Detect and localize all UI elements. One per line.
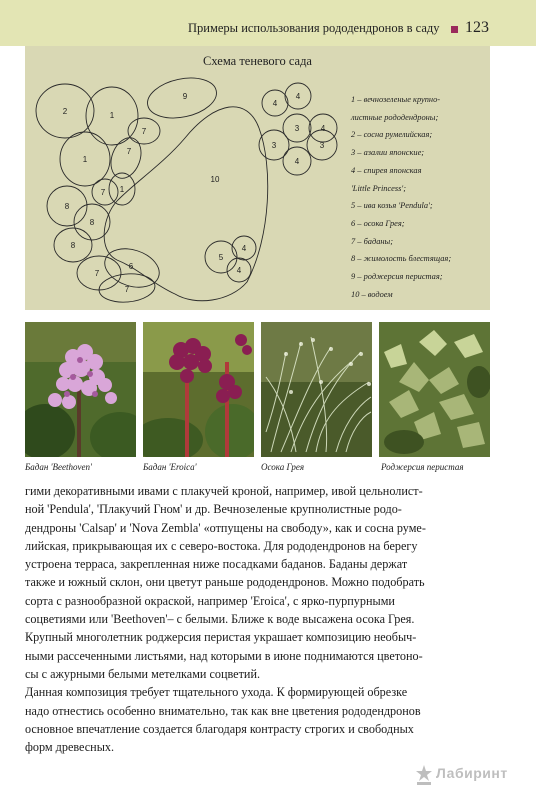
legend-line: 10 – водоем [351,289,393,299]
header-accent-square [451,26,458,33]
scheme-legend [351,91,491,303]
scheme-number: 1 [119,185,125,194]
legend-line: 6 – осока Грея; [351,218,405,228]
running-header-title: Примеры использования рододендронов в саду [188,21,440,35]
photo-caption: Роджерсия перистая [381,462,464,472]
pink-bergenia-photo [25,322,136,457]
scheme-number: 1 [82,155,88,164]
body-line: сорта с разнообразной окраской, например 'Eroica', с ярко-пурпурными [25,593,395,608]
body-line: форм древесных. [25,740,115,755]
scheme-number: 1 [109,111,115,120]
page-number: 123 [465,19,489,36]
legend-line: листные рододендроны; [351,112,439,122]
body-line: также и южный склон, они цветут раньше рододендронов. Можно подобрать [25,575,425,590]
scheme-number: 3 [294,124,300,133]
legend-line: 3 – азалии японские; [351,148,425,158]
body-text [25,482,490,756]
body-line: основное впечатление создается благодаря контрасту строгих и свободных [25,721,414,736]
body-line: лийская, прикрывающая их с северо-востока. Для рододендронов на берегу [25,538,418,553]
legend-line: 5 – ива козья 'Pendula'; [351,201,433,211]
body-line: Крупный многолетник роджерсия перистая украшает композицию необыч- [25,630,417,645]
body-line: сы с ажурными белыми метелками соцветий. [25,666,261,681]
scheme-number: 4 [241,244,247,253]
body-line: дендроны 'Calsap' и 'Nova Zembla' «отпущены на свободу», как и сосна руме- [25,520,426,535]
scheme-number: 10 [210,175,220,184]
body-line: соцветиями или 'Beethoven'– с белыми. Ближе к воде высажена осока Грея. [25,612,415,627]
scheme-number: 4 [272,99,278,108]
legend-line: 2 – сосна румелийская; [351,130,433,140]
garden-scheme [25,46,490,310]
scheme-number: 8 [64,202,70,211]
scheme-number: 7 [100,188,106,197]
scheme-number: 3 [319,141,325,150]
scheme-title: Схема теневого сада [203,54,312,68]
scheme-number: 6 [128,262,134,271]
scheme-number: 9 [182,92,188,101]
scheme-number: 8 [70,241,76,250]
scheme-number: 2 [62,107,68,116]
scheme-number: 4 [236,266,242,275]
scheme-number: 7 [141,127,147,136]
legend-line: 9 – роджерсия перистая; [351,272,443,282]
photo-caption: Бадан 'Eroica' [143,462,197,472]
rodgersia-photo [379,322,490,457]
scheme-number: 7 [94,269,100,278]
photo-caption: Бадан 'Beethoven' [25,462,92,472]
body-line: ными рассеченными листьями, над которыми в июне поднимаются цветоно- [25,648,423,663]
scheme-number: 4 [295,92,301,101]
sedge-photo [261,322,372,457]
legend-line: 1 – вечнозеленые крупно- [351,95,441,104]
scheme-number: 7 [124,285,130,294]
watermark-text: Лабиринт [436,765,508,781]
scheme-number: 3 [271,141,277,150]
photo-caption: Осока Грея [261,462,305,472]
watermark [414,762,524,788]
legend-line: 8 – жимолость блестящая; [351,254,452,264]
body-line: надо отнестись особенно внимательно, так как вне цветения рододендронов [25,703,421,718]
photo-strip [25,322,490,457]
scheme-number: 4 [320,124,326,133]
scheme-number: 7 [126,147,132,156]
body-line: гими декоративными ивами с плакучей кроной, например, ивой цельнолист- [25,484,423,498]
scheme-number: 4 [294,157,300,166]
legend-line: 4 – спирея японская [351,165,422,175]
purple-bergenia-photo [143,322,254,457]
legend-line: 7 – баданы; [351,236,394,246]
body-line: ной 'Pendula', 'Плакучий Гном' и др. Вечнозеленые крупнолистные родо- [25,502,402,517]
body-line: Данная композиция требует тщательного ухода. К формирующей обрезке [25,685,408,700]
legend-line: 'Little Princess'; [351,183,406,193]
labyrinth-logo-icon [414,764,434,786]
scheme-number: 8 [89,218,95,227]
body-line: устроена терраса, закрепленная ниже посадками баданов. Баданы держат [25,557,408,572]
scheme-number: 5 [218,253,224,262]
